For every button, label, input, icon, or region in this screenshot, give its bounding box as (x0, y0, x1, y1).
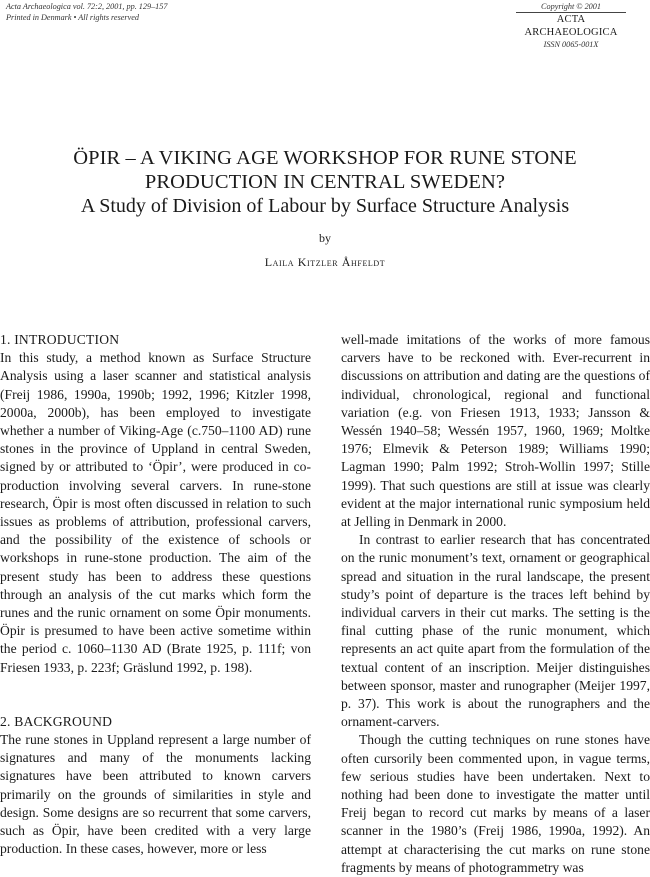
running-header-left (6, 1, 167, 23)
section-heading-background: 2. BACKGROUND (0, 713, 113, 729)
right-column (341, 331, 650, 877)
journal-name: ACTA ARCHAEOLOGICA (524, 14, 618, 38)
rights-notice: Printed in Denmark • All rights reserved (6, 13, 139, 22)
article-title-line-2: PRODUCTION IN CENTRAL SWEDEN? (144, 171, 506, 193)
paragraph-introduction: In this study, a method known as Surface Structure Analysis using a laser scanner and statistical analysis (Freij 1986, 1990a, 1990b; 1992, 1996; Kitzler 1998, 2000a, 2000b), has been employed to investigate whether a number of Viking-Age (c.750–1100 AD) rune stones in the province of Uppland in central Sweden, signed by or attributed to ‘Öpir’, were produced in co-production involving several carvers. In rune-stone research, Öpir is most often discussed in relation to such issues as problems of attribution, professional carvers, and the possibility of the existence of schools or workshops in rune-stone production. The aim of the present study has been to address these questions through an analysis of the cut marks which form the runes and the runic ornament on some Öpir monuments. Öpir is presumed to have been active sometime within the period c. 1060–1130 AD (Brate 1925, p. 111f; von Friesen 1933, p. 223f; Gräslund 1992, p. 198). (0, 350, 311, 675)
left-column (0, 331, 311, 858)
issn-number: ISSN 0065-001X (543, 40, 599, 49)
article-title-block (0, 146, 650, 218)
paragraph-background-3: Though the cutting techniques on rune stones have often cursorily been commented upon, in vague terms, few serious studies have been undertaken. Next to nothing had been done to investigate the matter until Freij began to record cut marks by means of a laser scanner in the 1980’s (Freij 1986, 1990a, 1992). An attempt at characterising the cut marks on rune stone fragments by means of photogrammetry was (341, 732, 650, 875)
author-name: Laila Kitzler Åhfeldt (264, 255, 386, 269)
article-subtitle: A Study of Division of Labour by Surface Structure Analysis (80, 195, 570, 217)
journal-citation: Acta Archaeologica vol. 72:2, 2001, pp. 129–157 (6, 2, 168, 11)
article-title-line-1: ÖPIR – A VIKING AGE WORKSHOP FOR RUNE STONE (73, 147, 577, 169)
paragraph-background-2: In contrast to earlier research that has concentrated on the runic monument’s text, ornament or geographical spread and situation in the rural landscape, the present study’s point of departure is the traces left behind by individual carvers in their cut marks. The setting is the final cutting phase of the runic monument, which represents an act quite apart from the formulation of the textual content of an inscription. Meijer distinguishes between sponsor, master and runographer (Meijer 1997, p. 37). This work is about the runographers and the ornament-carvers. (341, 532, 650, 730)
section-spacer (0, 677, 311, 713)
copyright-notice: Copyright © 2001 (541, 2, 601, 11)
section-heading-introduction: 1. INTRODUCTION (0, 332, 120, 347)
byline-by: by (319, 231, 331, 245)
paragraph-background-1-continued: well-made imitations of the works of more famous carvers have to be reckoned with. Ever-recurrent in discussions on attribution and dating are the questions of individual, chronological, regional and functional variation (e.g. von Friesen 1913, 1933; Jansson & Wessén 1940–58; Wessén 1957, 1960, 1969; Moltke 1976; Elmevik & Peterson 1989; Williams 1990; Lagman 1990; Palm 1992; Stroh-Wollin 1997; Stille 1999). That such questions are still at issue was clearly evident at the major international runic symposium held at Jelling in Denmark in 2000. (341, 332, 650, 530)
paragraph-background-1: The rune stones in Uppland represent a large number of signatures and many of the monuments lacking signatures have been attributed to known carvers primarily on the grounds of similarities in style and design. Some designs are so recurrent that some carvers, such as Öpir, have been credited with a very large production. In these cases, however, more or less (0, 732, 311, 857)
running-header-right (516, 1, 626, 50)
